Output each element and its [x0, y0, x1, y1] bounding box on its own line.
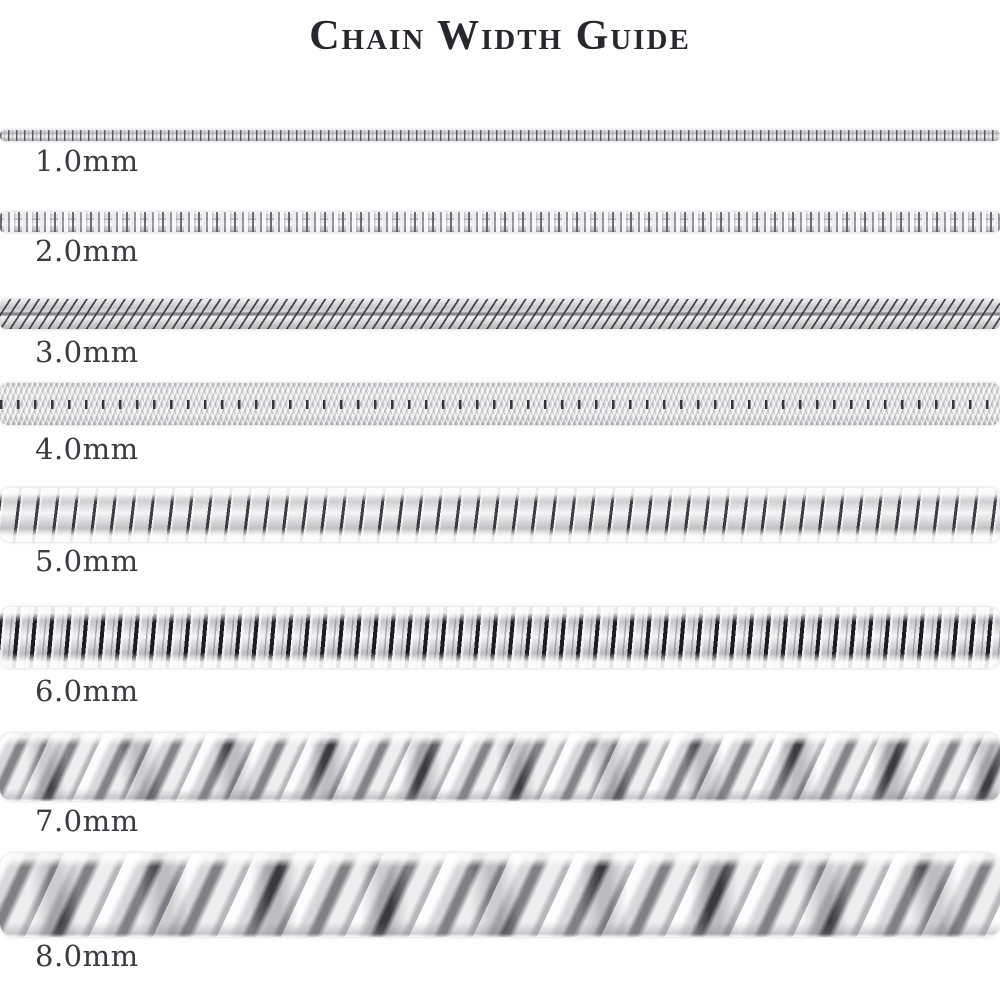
chain-width-label-2-0mm: 2.0mm: [35, 234, 139, 268]
chain-sample-4-0mm: [0, 383, 1000, 425]
chain-sample-3-0mm: [0, 299, 1000, 329]
chain-width-label-6-0mm: 6.0mm: [35, 674, 139, 708]
chain-width-label-8-0mm: 8.0mm: [35, 939, 139, 973]
chain-width-label-4-0mm: 4.0mm: [35, 432, 139, 466]
chain-sample-5-0mm: [0, 488, 1000, 542]
chain-sample-7-0mm: [0, 733, 1000, 801]
chain-sample-6-0mm: [0, 607, 1000, 668]
chain-row-2mm: [0, 212, 1000, 266]
chain-width-label-5-0mm: 5.0mm: [35, 544, 139, 578]
chain-width-label-1-0mm: 1.0mm: [35, 144, 139, 178]
page-title: Chain Width Guide: [309, 13, 691, 59]
chain-row-8mm: [0, 853, 1000, 971]
chain-row-3mm: [0, 299, 1000, 367]
chain-sample-2-0mm: [0, 212, 1000, 232]
chain-sample-8-0mm: [0, 853, 1000, 937]
chain-sample-1-0mm: [0, 130, 1000, 141]
chain-row-6mm: [0, 607, 1000, 706]
chain-width-label-3-0mm: 3.0mm: [35, 335, 139, 369]
chain-row-1mm: [0, 130, 1000, 176]
chain-width-label-7-0mm: 7.0mm: [35, 804, 139, 838]
chain-row-5mm: [0, 488, 1000, 576]
chain-row-7mm: [0, 733, 1000, 836]
chain-row-4mm: [0, 383, 1000, 464]
